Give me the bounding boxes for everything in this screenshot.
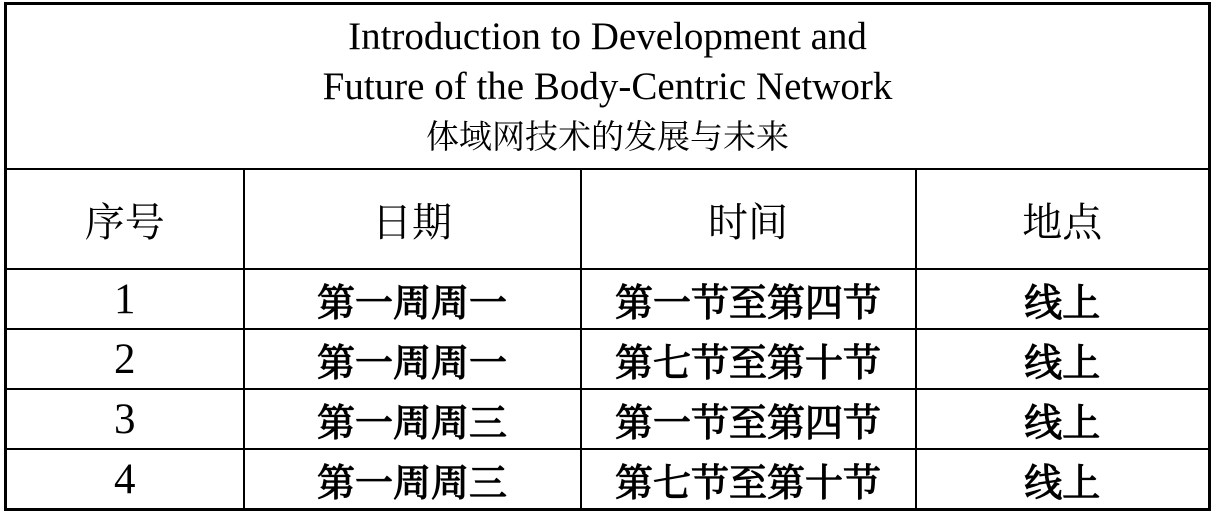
course-schedule-table — [4, 2, 1211, 511]
cell-date: 第一周周三 — [244, 389, 581, 449]
header-row — [6, 169, 1210, 269]
course-title-english-line1: Introduction to Development and — [348, 15, 867, 58]
cell-date: 第一周周一 — [244, 329, 581, 389]
cell-time: 第一节至第四节 — [581, 389, 916, 449]
cell-location: 线上 — [916, 389, 1210, 449]
cell-number: 1 — [6, 269, 244, 329]
cell-time: 第七节至第十节 — [581, 329, 916, 389]
title-cell — [6, 4, 1210, 170]
title-row — [6, 4, 1210, 170]
col-header-time: 时间 — [581, 169, 916, 269]
table-row — [6, 329, 1210, 389]
cell-location: 线上 — [916, 269, 1210, 329]
cell-date: 第一周周三 — [244, 449, 581, 510]
col-header-location: 地点 — [916, 169, 1210, 269]
col-header-number: 序号 — [6, 169, 244, 269]
table-row — [6, 449, 1210, 510]
cell-number: 4 — [6, 449, 244, 510]
cell-location: 线上 — [916, 329, 1210, 389]
cell-time: 第一节至第四节 — [581, 269, 916, 329]
course-title-chinese: 体域网技术的发展与未来 — [426, 118, 790, 155]
course-title-english-line2: Future of the Body-Centric Network — [322, 65, 893, 108]
table-row — [6, 389, 1210, 449]
cell-location: 线上 — [916, 449, 1210, 510]
table-row — [6, 269, 1210, 329]
cell-number: 2 — [6, 329, 244, 389]
cell-time: 第七节至第十节 — [581, 449, 916, 510]
col-header-date: 日期 — [244, 169, 581, 269]
cell-number: 3 — [6, 389, 244, 449]
cell-date: 第一周周一 — [244, 269, 581, 329]
